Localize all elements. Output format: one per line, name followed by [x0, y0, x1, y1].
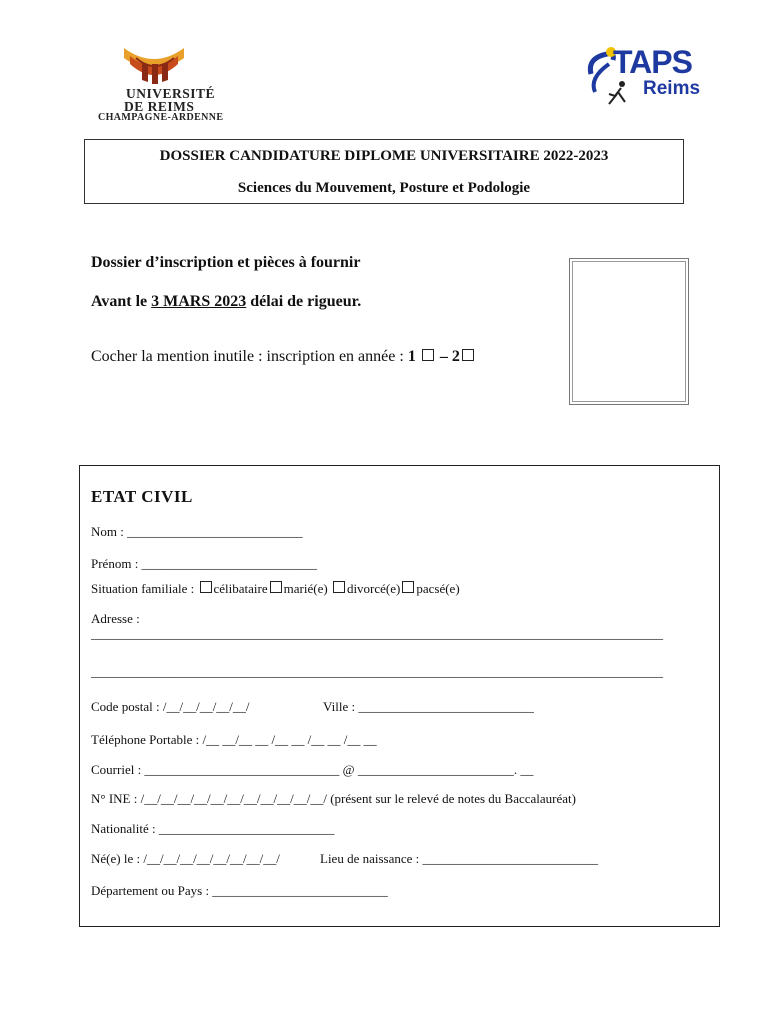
divorce-label: divorcé(e): [346, 581, 401, 596]
dossier-heading: Dossier d’inscription et pièces à fournir: [91, 254, 361, 271]
photo-frame: [569, 258, 689, 405]
university-logo-line1: UNIVERSITÉ: [126, 86, 216, 101]
celibataire-label: célibataire: [213, 581, 268, 596]
pacse-label: pacsé(e): [416, 581, 460, 596]
pacse-checkbox[interactable]: [402, 581, 414, 593]
situation-label: Situation familiale :: [91, 581, 198, 596]
lieu-naissance-field[interactable]: Lieu de naissance : ___________________________: [320, 851, 599, 866]
nom-field[interactable]: Nom : ___________________________: [91, 524, 303, 539]
etat-civil-title: ETAT CIVIL: [91, 487, 193, 506]
situation-familiale: [91, 581, 460, 597]
document-title: DOSSIER CANDIDATURE DIPLOME UNIVERSITAIRE 2022-2023: [159, 148, 609, 164]
divorce-checkbox[interactable]: [333, 581, 345, 593]
title-box: [84, 139, 684, 204]
university-logo: [96, 44, 256, 124]
staps-logo-city: Reims: [643, 78, 701, 99]
year-2-checkbox[interactable]: [462, 349, 474, 361]
document-subtitle: Sciences du Mouvement, Posture et Podologie: [237, 180, 531, 196]
ville-field[interactable]: Ville : ___________________________: [323, 699, 534, 714]
university-logo-line2: DE REIMS: [124, 99, 195, 114]
code-postal-field[interactable]: Code postal : /__/__/__/__/__/: [91, 699, 250, 714]
marie-label: marié(e): [283, 581, 331, 596]
adresse-line-2[interactable]: ________________________________________________________________________________________: [91, 664, 663, 679]
departement-field[interactable]: Département ou Pays : ___________________________: [91, 883, 388, 898]
courriel-field[interactable]: Courriel : ______________________________ @ ________________________. __: [91, 762, 534, 777]
university-logo-line3: CHAMPAGNE-ARDENNE: [98, 112, 224, 123]
year-dash: –: [435, 348, 452, 365]
adresse-line-1[interactable]: ________________________________________________________________________________________: [91, 626, 663, 641]
year-1-checkbox[interactable]: [422, 349, 434, 361]
staps-logo-title: TAPS: [613, 44, 692, 80]
deadline-line: [91, 293, 361, 311]
adresse-label: Adresse :: [91, 611, 140, 626]
staps-logo: [585, 44, 715, 120]
deadline-prefix: Avant le: [91, 293, 152, 310]
deadline-suffix: délai de rigueur.: [246, 293, 362, 310]
celibataire-checkbox[interactable]: [200, 581, 212, 593]
prenom-field[interactable]: Prénom : ___________________________: [91, 556, 318, 571]
nationalite-field[interactable]: Nationalité : ___________________________: [91, 821, 335, 836]
year-2-label: 2: [451, 348, 460, 365]
year-selection-line: [91, 348, 476, 366]
year-selection-label: Cocher la mention inutile : inscription en année :: [91, 348, 408, 365]
telephone-field[interactable]: Téléphone Portable : /__ __/__ __ /__ __ /__ __ /__ __: [91, 732, 377, 747]
marie-checkbox[interactable]: [270, 581, 282, 593]
year-1-label: 1: [407, 348, 416, 365]
ine-field[interactable]: N° INE : /__/__/__/__/__/__/__/__/__/__/__/ (présent sur le relevé de notes du Baccalauréat): [91, 791, 576, 806]
deadline-date: 3 MARS 2023: [151, 293, 247, 310]
university-emblem-icon: [96, 44, 256, 88]
date-naissance-field[interactable]: Né(e) le : /__/__/__/__/__/__/__/__/: [91, 851, 280, 866]
